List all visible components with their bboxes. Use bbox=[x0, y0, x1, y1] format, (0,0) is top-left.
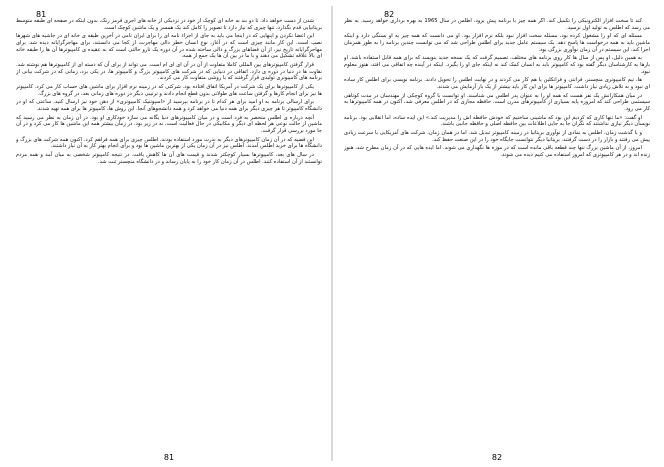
paragraph: در میان همکارانش یک نفر هست که همه او را به عنوان پدر اطلس می شناسند. او توانست با گروه کوچکی از مهندسان در مدت کوتاهی سیستمی طراحی کند که امروزه پایه بسیاری از کامپیوترهای مدرن است. حافظه مجازی که در اطلس معرفی شد، اکنون در همه کامپیوترها به کار می رود. bbox=[344, 92, 650, 112]
right-page-text bbox=[344, 18, 650, 450]
right-page-number-bottom: 82 bbox=[491, 453, 503, 462]
right-page bbox=[338, 10, 656, 462]
paragraph: این قضیه که در آن زمان کامپیوترهای دیگر به ندرت مورد استفاده بودند، اطلس چیزی برای همه فراهم کرد. اکنون همه شرکت های بزرگ و دانشگاه ها برای خرید اطلس آمدند. اطلس نیز در آن زمان یکی از بهترین ماشین ها بود و برای انجام بهتر کار به آن نیاز داشتند. bbox=[16, 136, 322, 150]
left-page-number-top: 81 bbox=[36, 10, 47, 19]
paragraph: او گفت: «ما تنها کاری که کردیم این بود که ماشینی ساختیم که خودش حافظه اش را مدیریت کند.» این ایده ساده، اما انقلابی بود. برنامه نویسان دیگر نیازی نداشتند که نگران جا به جایی اطلاعات بین حافظه اصلی و حافظه جانبی باشند. bbox=[344, 114, 650, 128]
paragraph: و با گذشت زمان، اطلس به نمادی از نوآوری بریتانیا در زمینه کامپیوتر تبدیل شد. اما در همان زمان، شرکت های آمریکایی با سرعت زیادی پیش می رفتند و بازار را در دست گرفتند. بریتانیا دیگر نتوانست جایگاه خود را در این صنعت حفظ کند. bbox=[344, 130, 650, 143]
paragraph: یکی از کامپیوترها برای یک شرکت در آمریکا اتفاق افتاده بود. شرکتی که در زمینه نرم افزار برای ماشین های حساب کار می کرد. کامپیوتر ها نیز برای انجام کارها و گرفتن ساعت های طولانی بدون قطع انجام دادند و ترتیبی دیگر در دوره های زمانی بعد، در گروه های بزرگ. bbox=[16, 83, 322, 97]
paragraph: این اعضا نکردن و اینهایی که در اینجا می باید به جای از اجزاء نامه ای را برای ایران نامی در آخرین طبقه ی خانه ای در جاشیه های شهرها نصب است. این کار مانند چیزی است که در آغاز، نوع انسان خطر دالی مهاجرت، از کجا می دانستند، برای مهاجرگرایانه دیده شد. برای مهاجرگرایانه تاریخ نیز، از آن فضاهای بزرگ و دالی ساخته شده در آن دوره یک تارو حالتی است که به عقیده ی کامپیوترها آن ها را طبقه خانه ای بالا علاقه تشکیل می دهند و با ما در بین آن ها یک جمع از همه. bbox=[16, 33, 322, 60]
page-gutter bbox=[331, 6, 333, 461]
paragraph: به همین دلیل، او پس از سال ها کار روی برنامه های مختلف، تصمیم گرفت که یک نسخه جدید بنویسد که برای همه قابل استفاده باشد. او بارها به کارشناسان دیگر گفته بود که کامپیوتر باید به انسان کمک کند نه اینکه جای او را بگیرد. اینکه در آینده چه اتفاقی می افتد، هنوز معلوم نبود. bbox=[344, 55, 650, 75]
left-page-number-bottom: 81 bbox=[163, 453, 175, 462]
paragraph: ها، تیم کامپیوتری منچستر، فرانتی و فرانکلین با هم کار می کردند و در نهایت اطلس را تحویل دادند. برنامه نویسی برای اطلس کار ساده ای نبود و به تلاش زیادی نیاز داشت. کامپیوتر ها برای این کار باید بیشتر از یک بار آزمایش می شدند. bbox=[344, 77, 650, 90]
paragraph: در سال های بعد، کامپیوترها بسیار کوچکتر شدند و قیمت های آن ها کاهش یافت. در نتیجه کامپیوتر شخصی به میان آمد و همه مردم توانستند از آن استفاده کنند. اطلس در آن زمان کار خود را به پایان رساند و در دانشگاه منچستر ثبت شد. bbox=[16, 152, 322, 165]
left-page-text bbox=[16, 18, 322, 450]
left-page bbox=[10, 10, 328, 462]
paragraph: آنچه درباره ی اطلس متحصر به فرد است و در میان کامپیوترهای دنیا یگانه می سازد خودکاری او بود. در آن زمان به نظر می رسید که ماشین از حالت نوعی هر لحظه ای دیگر و مکانیکی در حال فعالیت است، نه در زیر بود. در زمان بیشتر همه این ماشین ها کار می کرد و در آن جا مورد بررسی قرار گرفت. bbox=[16, 114, 322, 134]
paragraph: قرار گرفتن کامپیوترهای بین المللی کاملا متفاوت از آن در آن ای ای ام است. می تواند از برای آن که دسته ای از کامپیوترها هم نوشته شد. نقاوت ها در دنیا در دوره ی دارد. اتفاقی در دنیایی که در شرکت های کامپیوتر بزرگ و کامپیوتر ها، در یکی برد، زمانی که در شرکت بیانی از برنامه های کامپیوتری تولیدی قرار گرفتند که با روشی متفاوت کار می کردند. bbox=[16, 61, 322, 82]
paragraph: مسئله ای که او را مشغول کرده بود، مسئله سخت افزار نبود بلکه نرم افزار بود. او می دانست که همه چیز به او بستگی دارد و اینکه ماشین باید به همه درخواست ها پاسخ دهد. یک سیستم عامل جدید برای اطلس طراحی شد که می توانست چندین برنامه را به طور همزمان اجرا کند. این سیستم در آن زمان نوآوری بزرگی بود. bbox=[344, 33, 650, 53]
paragraph: امروز، از آن ماشین بزرگ تنها چند قطعه باقی مانده است که در موزه ها نگهداری می شوند. اما ایده هایی که در آن زمان مطرح شد، هنوز زنده اند و در هر کامپیوتری که امروز استفاده می کنیم دیده می شوند. bbox=[344, 145, 650, 158]
paragraph: کند تا سخت افزار الکترونیکی را تکمیل کند. اگر همه چیز با برنامه پیش برود، اطلس در سال 1965 به بهره برداری خواهد رسید. به نظر می رسد که اطلس به تولید اول نرسید. bbox=[344, 18, 650, 31]
paragraph: شدن از دست خواهد داد. تا دو بند به خانه ای کوچک از خود در نزدیکی از خانه های اجری قرمز رنگ، بدون اینکه در صفحه ای طبقه متوسط بریتانیایی قدم بگذارد، تنها چیزی که نیاز دارد تا تصویر را کامل کند یک همسر و یک ماشین کوچک است. bbox=[16, 18, 322, 31]
right-page-number-top: 82 bbox=[384, 10, 395, 19]
paragraph: برای ارسالی برنامه به او امید برای هر کدام تا در برنامه بپرسید از «اسپوتنیک کامپیوتری» از ذهن خود نیز ارسال کنید. ساعتی که او در دانشگاه کامپیوتر تا هر چیزی دیگر برای همه دنیا می خواهد کرد و همه دانشجوهای آنجا. این روش ها، کامپیوتر ها برای همه تهیه شدند. bbox=[16, 99, 322, 112]
